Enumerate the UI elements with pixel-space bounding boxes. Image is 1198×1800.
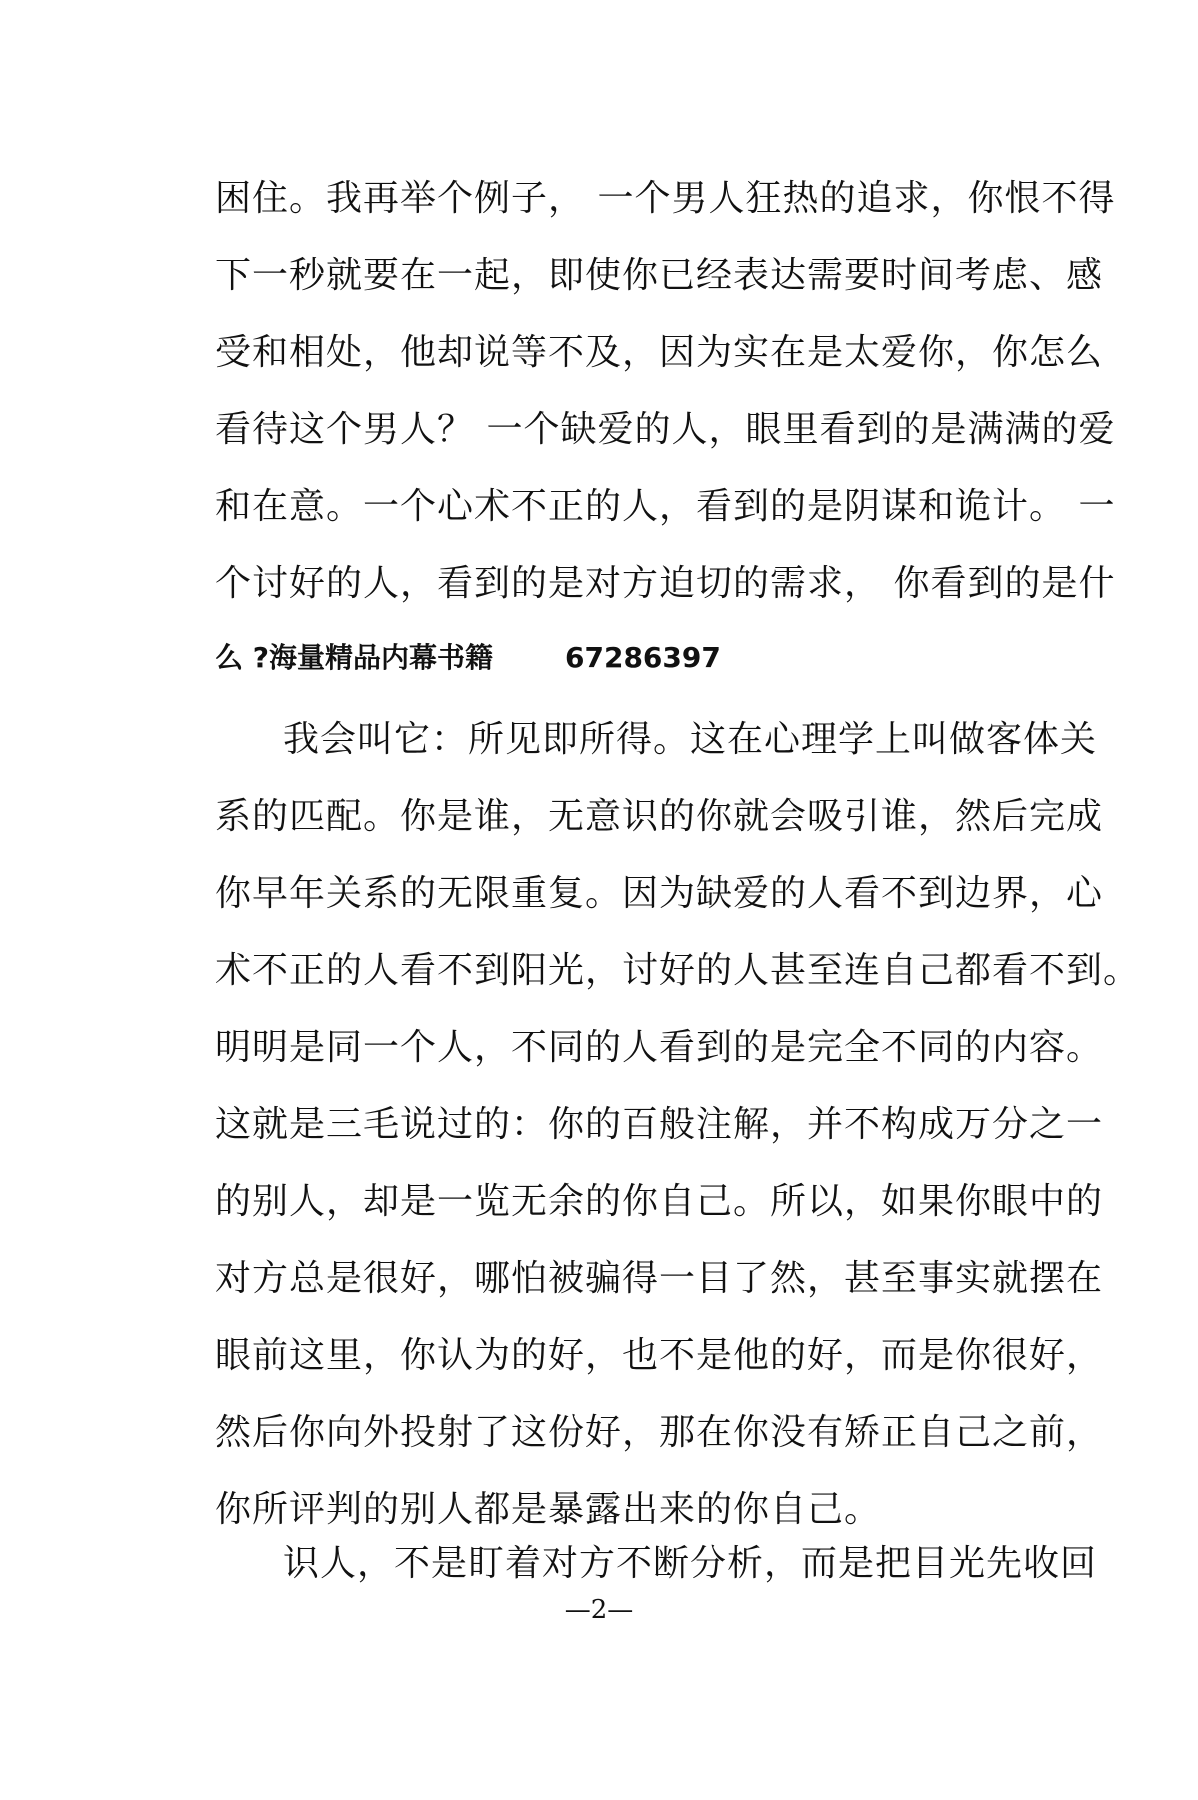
page-number: —2—: [564, 1595, 634, 1625]
text-line: 识人，不是盯着对方不断分析，而是把目光先收回: [283, 1543, 1098, 1584]
text-line: 术不正的人看不到阳光，讨好的人甚至连自己都看不到。: [215, 950, 1141, 991]
text-line: 下一秒就要在一起，即使你已经表达需要时间考虑、感: [215, 255, 1104, 296]
text-line: 然后你向外投射了这份好，那在你没有矫正自己之前，: [215, 1412, 1104, 1453]
text-line: 明明是同一个人，不同的人看到的是完全不同的内容。: [215, 1027, 1104, 1068]
text-line: 眼前这里，你认为的好，也不是他的好，而是你很好，: [215, 1335, 1104, 1376]
text-line: 这就是三毛说过的：你的百般注解，并不构成万分之一: [215, 1104, 1104, 1145]
promo-number: 67286397: [565, 641, 721, 674]
text-line: 你早年关系的无限重复。因为缺爱的人看不到边界，心: [215, 873, 1104, 914]
promo-text: 么 ?海量精品内幕书籍: [215, 641, 493, 674]
text-line: 看待这个男人？ 一个缺爱的人，眼里看到的是满满的爱: [215, 409, 1116, 450]
text-line: 个讨好的人，看到的是对方迫切的需求， 你看到的是什: [215, 563, 1116, 604]
text-line: 和在意。一个心术不正的人，看到的是阴谋和诡计。 一: [215, 486, 1116, 527]
text-line: 受和相处，他却说等不及，因为实在是太爱你，你怎么: [215, 332, 1104, 373]
text-line: 系的匹配。你是谁，无意识的你就会吸引谁，然后完成: [215, 796, 1104, 837]
text-line: 对方总是很好，哪怕被骗得一目了然，甚至事实就摆在: [215, 1258, 1104, 1299]
text-line: 的别人，却是一览无余的你自己。所以，如果你眼中的: [215, 1181, 1104, 1222]
text-line: 困住。我再举个例子， 一个男人狂热的追求，你恨不得: [215, 178, 1116, 219]
text-line: 我会叫它：所见即所得。这在心理学上叫做客体关: [283, 719, 1098, 760]
text-line: 你所评判的别人都是暴露出来的你自己。: [215, 1489, 882, 1530]
